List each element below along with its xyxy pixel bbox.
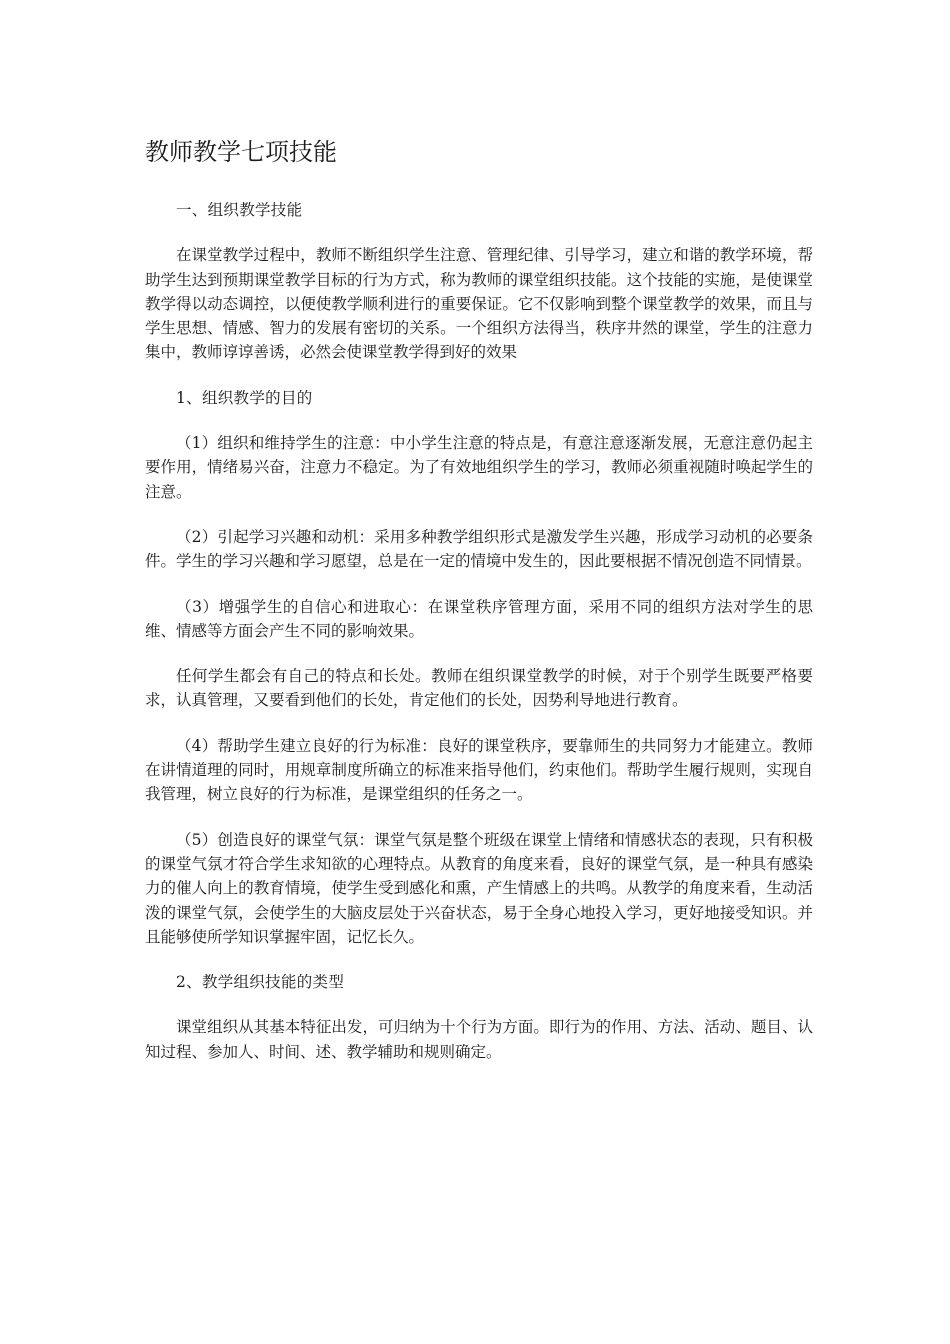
paragraph-item-1: （1）组织和维持学生的注意：中小学生注意的特点是，有意注意逐渐发展，无意注意仍起主要作用，情绪易兴奋，注意力不稳定。为了有效地组织学生的学习，教师必须重视随时唤起学生的注意。 (145, 434, 813, 501)
section-heading-organization-skill: 一、组织教学技能 (176, 201, 303, 219)
paragraph-item-3: （3）增强学生的自信心和进取心：在课堂秩序管理方面，采用不同的组织方法对学生的思维、情感等方面会产生不同的影响效果。 (145, 597, 813, 640)
paragraph-item-2: （2）引起学习兴趣和动机：采用多种教学组织形式是激发学生兴趣，形成学习动机的必要条件。学生的学习兴趣和学习愿望，总是在一定的情境中发生的，因此要根据不情况创造不同情景。 (145, 527, 813, 571)
paragraph-types: 课堂组织从其基本特征出发，可归纳为十个行为方面。即行为的作用、方法、活动、题目、认知过程、参加人、时间、述、教学辅助和规则确定。 (145, 1018, 813, 1061)
subheading-purpose: 1、组织教学的目的 (176, 388, 313, 407)
paragraph-item-4: （4）帮助学生建立良好的行为标准：良好的课堂秩序，要靠师生的共同努力才能建立。教师在讲情道理的同时，用规章制度所确立的标准来指导他们，约束他们。帮助学生履行规则，实现自我管理，树立良好的行为标准，是课堂组织的任务之一。 (145, 736, 813, 804)
paragraph-intro: 在课堂教学过程中，教师不断组织学生注意、管理纪律、引导学习，建立和谐的教学环境，帮助学生达到预期课堂教学目标的行为方式，称为教师的课堂组织技能。这个技能的实施，是使课堂教学得以动态调控，以便使教学顺利进行的重要保证。它不仅影响到整个课堂教学的效果，而且与学生思想、情感、智力的发展有密切的关系。一个组织方法得当，秩序井然的课堂，学生的注意力集中，教师谆谆善诱，必然会使课堂教学得到好的效果 (145, 246, 813, 362)
paragraph-item-5: （5）创造良好的课堂气氛：课堂气氛是整个班级在课堂上情绪和情感状态的表现，只有积极的课堂气氛才符合学生求知欲的心理特点。从教育的角度来看，良好的课堂气氛，是一种具有感染力的催人向上的教育情境，使学生受到感化和熏，产生情感上的共鸣。从教学的角度来看，生动活泼的课堂气氛，会使学生的大脑皮层处于兴奋状态，易于全身心地投入学习，更好地接受知识。并且能够使所学知识掌握牢固，记忆长久。 (145, 830, 813, 946)
paragraph-item-3-note: 任何学生都会有自己的特点和长处。教师在组织课堂教学的时候，对于个别学生既要严格要求，认真管理，又要看到他们的长处，肯定他们的长处，因势利导地进行教育。 (145, 667, 813, 710)
document-title: 教师教学七项技能 (145, 138, 337, 166)
subheading-types: 2、教学组织技能的类型 (176, 973, 345, 992)
document-body (145, 198, 813, 1064)
